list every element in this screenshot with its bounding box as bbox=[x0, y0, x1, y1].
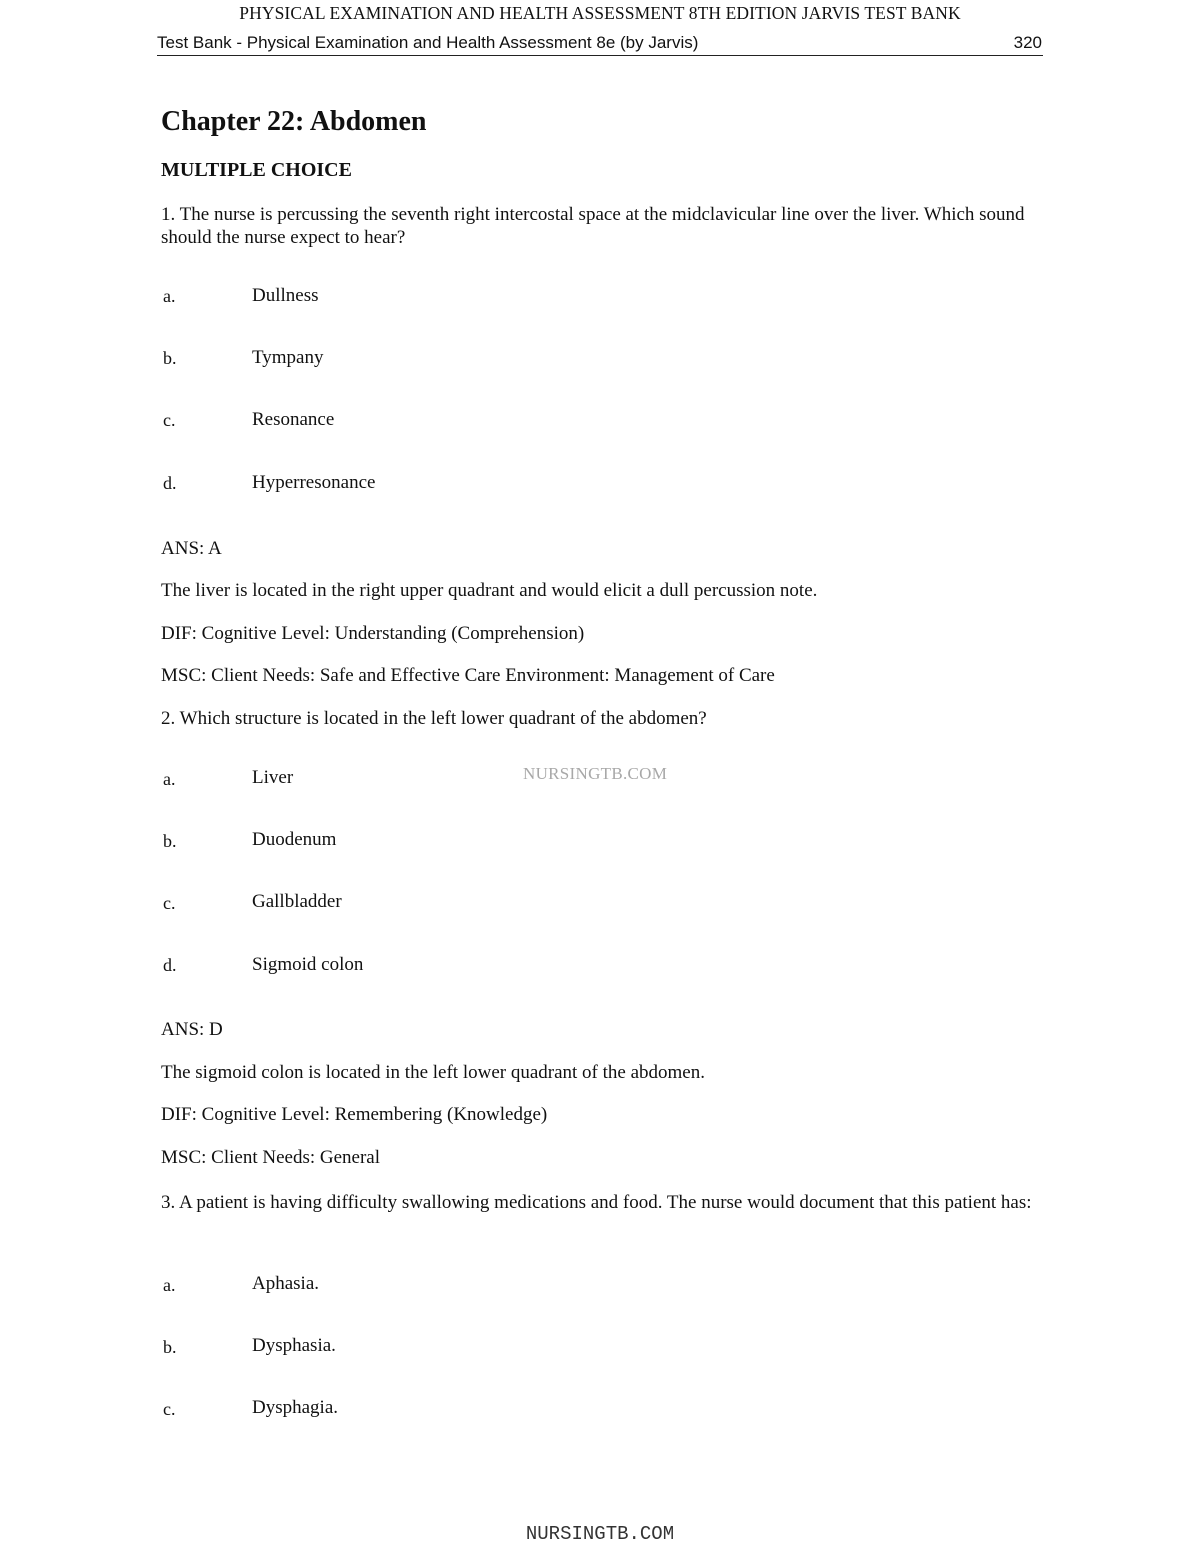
option-text: Liver bbox=[252, 767, 294, 788]
client-needs: MSC: Client Needs: General bbox=[161, 1147, 380, 1168]
option-letter: c. bbox=[163, 1399, 176, 1419]
option-text: Duodenum bbox=[252, 829, 337, 850]
page-number: 320 bbox=[1013, 33, 1042, 52]
option-text: Dysphagia. bbox=[252, 1397, 339, 1418]
client-needs: MSC: Client Needs: Safe and Effective Care Environment: Management of Care bbox=[161, 665, 775, 686]
option-text: Aphasia. bbox=[252, 1273, 320, 1294]
difficulty: DIF: Cognitive Level: Remembering (Knowledge) bbox=[161, 1104, 548, 1125]
option-letter: a. bbox=[163, 286, 176, 306]
option-text: Gallbladder bbox=[252, 891, 342, 912]
answer-key: ANS: D bbox=[161, 1019, 223, 1040]
option-letter: c. bbox=[163, 893, 176, 913]
watermark-footer: NURSINGTB.COM bbox=[525, 1523, 675, 1545]
option-letter: b. bbox=[163, 1337, 177, 1357]
running-header bbox=[157, 33, 1043, 56]
option-text: Resonance bbox=[252, 409, 335, 430]
option-text: Hyperresonance bbox=[252, 472, 376, 493]
option-letter: b. bbox=[163, 348, 177, 368]
option-letter: c. bbox=[163, 410, 176, 430]
rationale: The liver is located in the right upper quadrant and would elicit a dull percussion note. bbox=[161, 580, 818, 601]
chapter-title: Chapter 22: Abdomen bbox=[161, 106, 427, 137]
header-title: Test Bank - Physical Examination and Health Assessment 8e (by Jarvis) bbox=[157, 33, 699, 52]
option-text: Tympany bbox=[252, 347, 324, 368]
difficulty: DIF: Cognitive Level: Understanding (Comprehension) bbox=[161, 623, 585, 644]
option-letter: a. bbox=[163, 769, 176, 789]
option-letter: d. bbox=[163, 473, 177, 493]
option-text: Dullness bbox=[252, 285, 319, 306]
top-banner: PHYSICAL EXAMINATION AND HEALTH ASSESSMENT 8TH EDITION JARVIS TEST BANK bbox=[239, 3, 961, 23]
question-stem: 2. Which structure is located in the left lower quadrant of the abdomen? bbox=[161, 708, 707, 729]
answer-key: ANS: A bbox=[161, 538, 222, 559]
section-title: MULTIPLE CHOICE bbox=[161, 159, 352, 181]
watermark-middle: NURSINGTB.COM bbox=[523, 764, 668, 783]
option-letter: a. bbox=[163, 1275, 176, 1295]
rationale: The sigmoid colon is located in the left lower quadrant of the abdomen. bbox=[161, 1062, 705, 1083]
option-text: Sigmoid colon bbox=[252, 954, 364, 975]
option-text: Dysphasia. bbox=[252, 1335, 336, 1356]
option-letter: b. bbox=[163, 831, 177, 851]
option-letter: d. bbox=[163, 955, 177, 975]
question-stem: 1. The nurse is percussing the seventh right intercostal space at the midclavicular line over the liver. Which sound should the nurse expect to hear? bbox=[161, 204, 1025, 248]
question-stem: 3. A patient is having difficulty swallowing medications and food. The nurse would document that this patient has: bbox=[161, 1192, 1032, 1213]
